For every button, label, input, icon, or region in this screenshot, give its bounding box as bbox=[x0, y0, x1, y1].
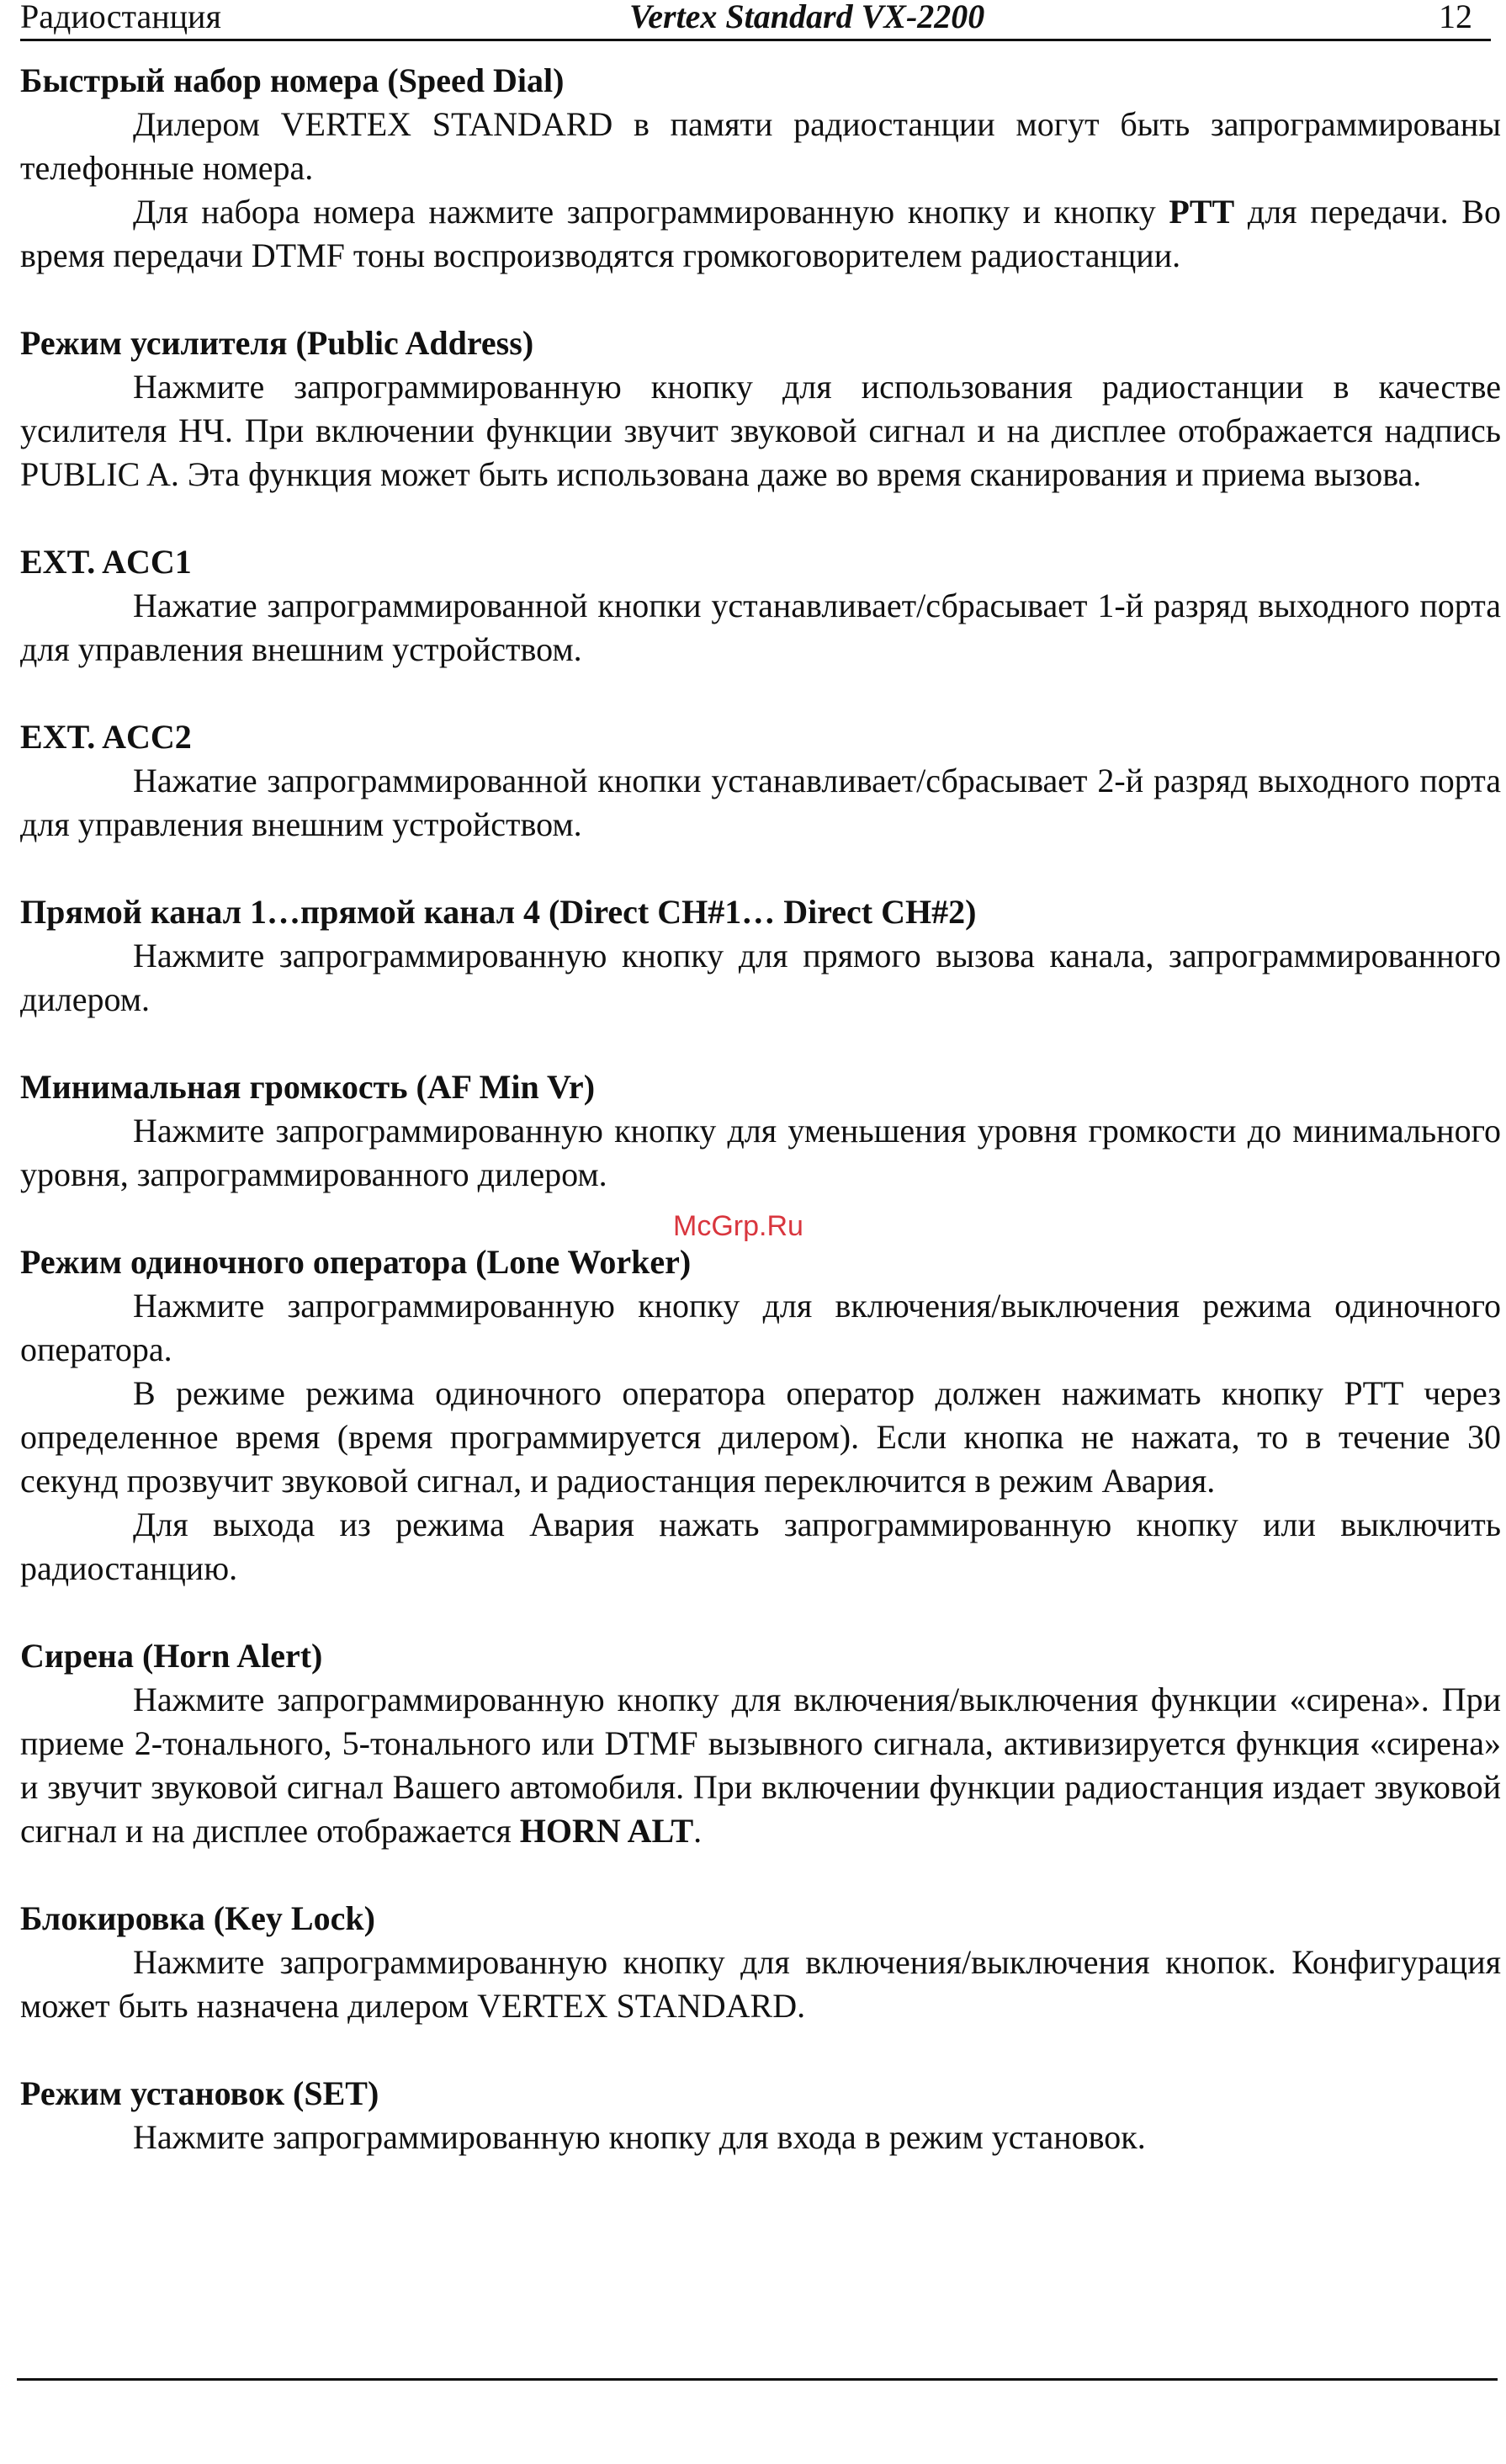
section-paragraph: Нажмите запрограммированную кнопку для прямого вызова канала, запрограммированного дилером. bbox=[20, 937, 1501, 1018]
section-paragraph: Дилером VERTEX STANDARD в памяти радиостанции могут быть запрограммированы телефонные номера. bbox=[20, 105, 1501, 187]
section-title: Прямой канал 1…прямой канал 4 (Direct CH#1… Direct CH#2) bbox=[20, 893, 977, 931]
paragraph-text: Для набора номера нажмите запрограммированную кнопку и кнопку bbox=[133, 193, 1169, 231]
section bbox=[20, 2072, 1501, 2159]
section-title: EXT. ACC1 bbox=[20, 543, 192, 581]
paragraph-text: Нажмите запрограммированную кнопку для включения/выключения функции «сирена». При приеме 2-тонального, 5-тонального или DTMF вызывного сигнала, активизируется функция «сирена» и звучит звуковой сигнал Вашего автомобиля. При включении функции радиостанция издает звуковой сигнал и на дисплее отображается bbox=[20, 1681, 1501, 1850]
section-title: Режим одиночного оператора (Lone Worker) bbox=[20, 1243, 692, 1281]
section bbox=[20, 890, 1501, 1022]
section-paragraph: Нажмите запрограммированную кнопку для включения/выключения режима одиночного оператора. bbox=[20, 1287, 1501, 1368]
header-model-title: Vertex Standard VX-2200 bbox=[629, 0, 985, 35]
section-title: Минимальная громкость (AF Min Vr) bbox=[20, 1068, 596, 1106]
section bbox=[20, 1634, 1501, 1853]
section bbox=[20, 1240, 1501, 1590]
footer-rule bbox=[17, 2378, 1498, 2381]
section-title: Быстрый набор номера (Speed Dial) bbox=[20, 61, 565, 99]
paragraph-text: для передачи. Во время передачи DTMF тоны воспроизводятся громкоговорителем радиостанции. bbox=[20, 193, 1501, 274]
section-paragraph bbox=[20, 1678, 1501, 1853]
section-paragraph: Нажмите запрограммированную кнопку для входа в режим установок. bbox=[133, 2118, 1146, 2156]
section-paragraph bbox=[20, 190, 1501, 278]
section-paragraph: Нажмите запрограммированную кнопку для использования радиостанции в качестве усилителя НЧ. При включении функции звучит звуковой сигнал и на дисплее отображается надпись PUBLIC A. Эта функция может быть использована даже во время сканирования и приема вызова. bbox=[20, 368, 1501, 493]
section-title: Блокировка (Key Lock) bbox=[20, 1899, 375, 1937]
section bbox=[20, 1897, 1501, 2028]
bold-term: PTT bbox=[1169, 193, 1235, 231]
section-paragraph: Нажатие запрограммированной кнопки устанавливает/сбрасывает 1-й разряд выходного порта для управления внешним устройством. bbox=[20, 587, 1501, 668]
section bbox=[20, 1065, 1501, 1197]
paragraph-text: . bbox=[693, 1812, 703, 1850]
section-title: Режим усилителя (Public Address) bbox=[20, 324, 534, 362]
document-body bbox=[20, 59, 1501, 2203]
page-number: 12 bbox=[1439, 0, 1472, 35]
watermark: McGrp.Ru bbox=[673, 1210, 803, 1242]
section-title: Режим установок (SET) bbox=[20, 2074, 379, 2112]
section-paragraph: Нажатие запрограммированной кнопки устанавливает/сбрасывает 2-й разряд выходного порта для управления внешним устройством. bbox=[20, 762, 1501, 843]
section-paragraph: Нажмите запрограммированную кнопку для уменьшения уровня громкости до минимального уровня, запрограммированного дилером. bbox=[20, 1112, 1501, 1193]
header-left-title: Радиостанция bbox=[20, 0, 221, 35]
section-title: EXT. ACC2 bbox=[20, 718, 192, 756]
section bbox=[20, 715, 1501, 847]
bold-term: HORN ALT bbox=[519, 1812, 694, 1850]
section-paragraph: Нажмите запрограммированную кнопку для включения/выключения кнопок. Конфигурация может быть назначена дилером VERTEX STANDARD. bbox=[20, 1943, 1501, 2025]
section bbox=[20, 540, 1501, 672]
page-header bbox=[20, 0, 1491, 41]
section bbox=[20, 59, 1501, 278]
section-title: Сирена (Horn Alert) bbox=[20, 1637, 323, 1675]
section-paragraph: Для выхода из режима Авария нажать запрограммированную кнопку или выключить радиостанцию. bbox=[20, 1505, 1501, 1587]
section bbox=[20, 321, 1501, 497]
section-paragraph: В режиме режима одиночного оператора оператор должен нажимать кнопку PTT через определенное время (время программируется дилером). Если кнопка не нажата, то в течение 30 секунд прозвучит звуковой сигнал, и радиостанция переключится в режим Авария. bbox=[20, 1374, 1501, 1500]
